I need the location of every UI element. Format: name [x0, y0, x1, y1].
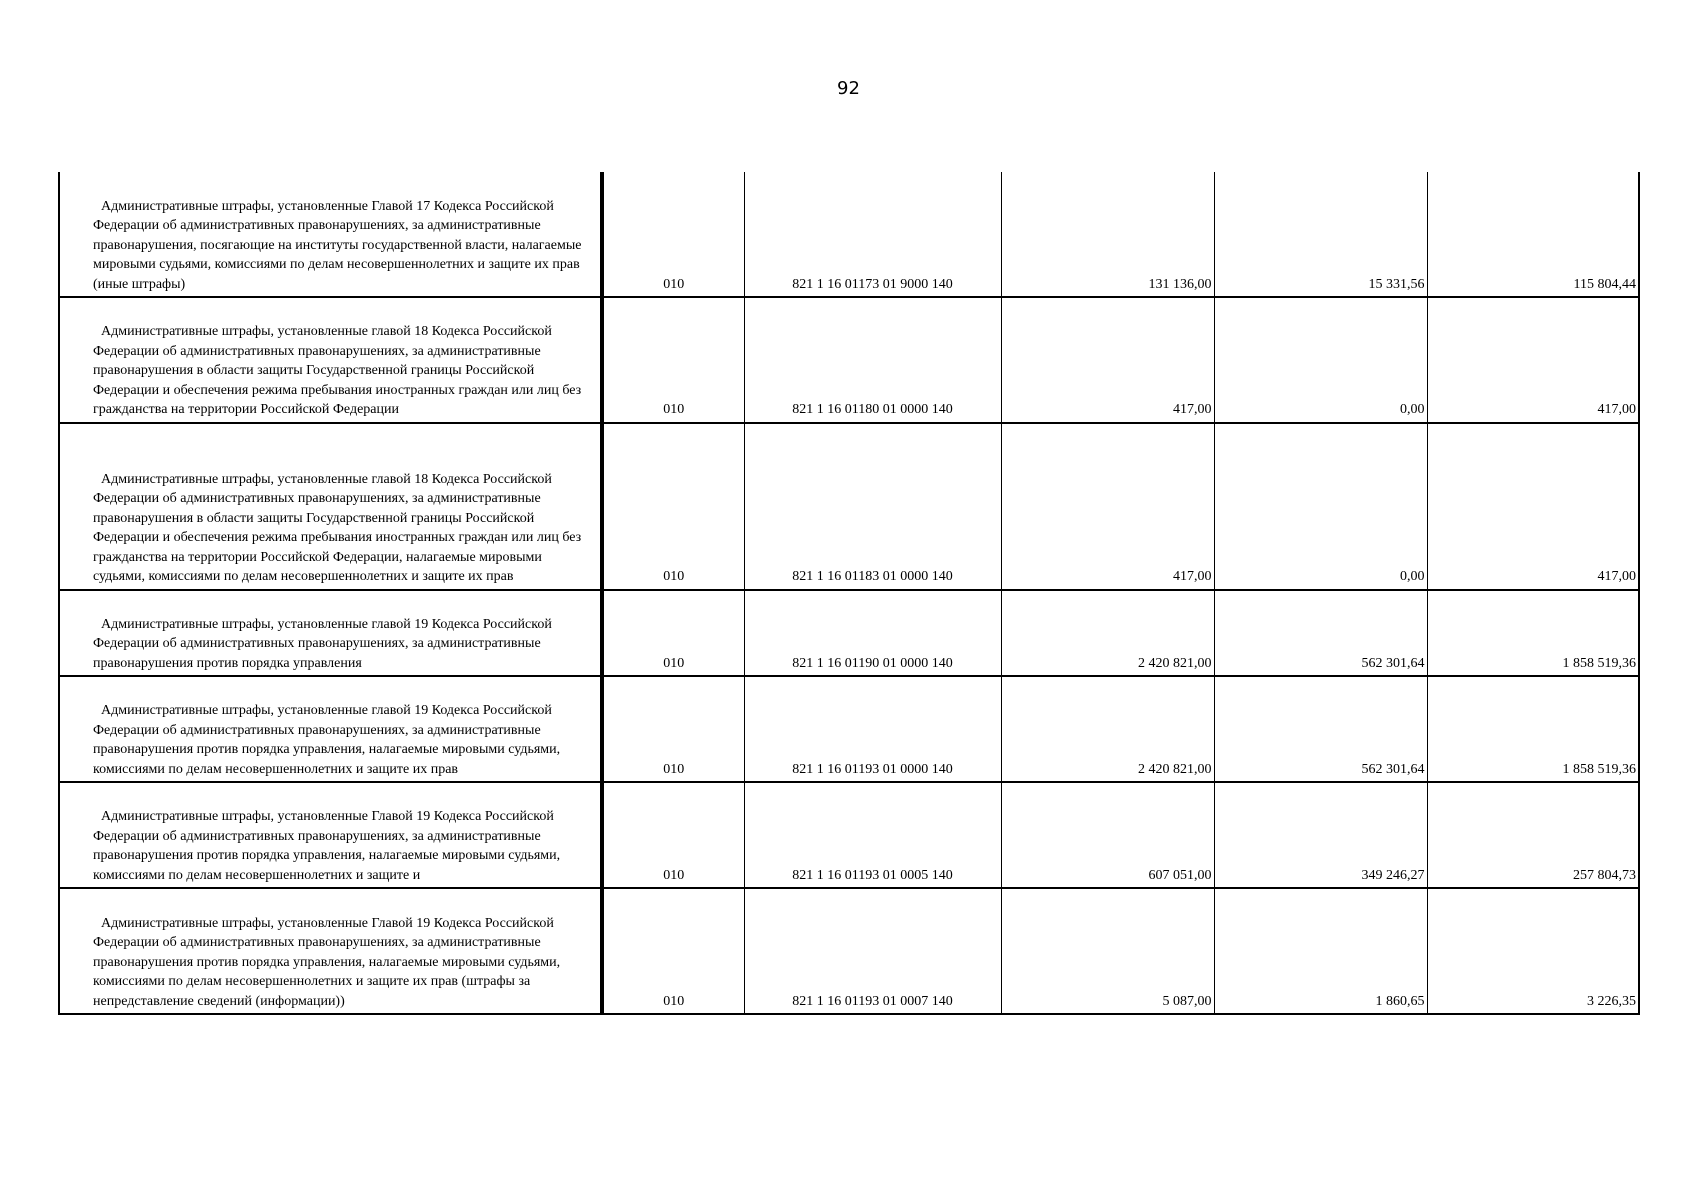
revenue-name-cell: Административные штрафы, установленные главой 19 Кодекса Российской Федерации об административных правонарушениях, за административные правонарушения против порядка управления [59, 590, 602, 677]
executed-amount-cell: 562 301,64 [1214, 676, 1427, 782]
table-row [59, 590, 1639, 677]
table-row [59, 782, 1639, 888]
table-row [59, 888, 1639, 1014]
executed-amount-cell: 349 246,27 [1214, 782, 1427, 888]
executed-amount-cell: 15 331,56 [1214, 172, 1427, 297]
executed-amount-cell: 1 860,65 [1214, 888, 1427, 1014]
approved-amount-cell: 131 136,00 [1001, 172, 1214, 297]
line-code-cell: 010 [602, 676, 744, 782]
unexecuted-amount-cell: 1 858 519,36 [1427, 590, 1639, 677]
approved-amount-cell: 607 051,00 [1001, 782, 1214, 888]
revenue-name-cell: Административные штрафы, установленные главой 19 Кодекса Российской Федерации об административных правонарушениях, за административные правонарушения против порядка управления, налагаемые мировыми судьями, комиссиями по делам несовершеннолетних и защите их прав [59, 676, 602, 782]
revenue-name-cell: Административные штрафы, установленные главой 18 Кодекса Российской Федерации об административных правонарушениях, за административные правонарушения в области защиты Государственной границы Российской Федерации и обеспечения режима пребывания иностранных граждан или лиц без гражданства на территории Российской Федерации [59, 297, 602, 423]
page-number: 92 [837, 78, 860, 99]
line-code-cell: 010 [602, 888, 744, 1014]
line-code-cell: 010 [602, 297, 744, 423]
budget-code-cell: 821 1 16 01193 01 0005 140 [744, 782, 1001, 888]
unexecuted-amount-cell: 417,00 [1427, 297, 1639, 423]
line-code-cell: 010 [602, 590, 744, 677]
unexecuted-amount-cell: 257 804,73 [1427, 782, 1639, 888]
budget-code-cell: 821 1 16 01173 01 9000 140 [744, 172, 1001, 297]
budget-code-cell: 821 1 16 01193 01 0000 140 [744, 676, 1001, 782]
line-code-cell: 010 [602, 172, 744, 297]
executed-amount-cell: 0,00 [1214, 423, 1427, 590]
revenue-name-cell: Административные штрафы, установленные Главой 17 Кодекса Российской Федерации об административных правонарушениях, за административные правонарушения, посягающие на институты государственной власти, налагаемые мировыми судьями, комиссиями по делам несовершеннолетних и защите их прав (иные штрафы) [59, 172, 602, 297]
approved-amount-cell: 5 087,00 [1001, 888, 1214, 1014]
executed-amount-cell: 562 301,64 [1214, 590, 1427, 677]
table-row [59, 676, 1639, 782]
unexecuted-amount-cell: 115 804,44 [1427, 172, 1639, 297]
unexecuted-amount-cell: 417,00 [1427, 423, 1639, 590]
approved-amount-cell: 417,00 [1001, 423, 1214, 590]
approved-amount-cell: 417,00 [1001, 297, 1214, 423]
budget-code-cell: 821 1 16 01180 01 0000 140 [744, 297, 1001, 423]
revenue-name-cell: Административные штрафы, установленные Главой 19 Кодекса Российской Федерации об административных правонарушениях, за административные правонарушения против порядка управления, налагаемые мировыми судьями, комиссиями по делам несовершеннолетних и защите их прав (штрафы за непредставление сведений (информации)) [59, 888, 602, 1014]
revenue-table [58, 172, 1640, 1015]
executed-amount-cell: 0,00 [1214, 297, 1427, 423]
line-code-cell: 010 [602, 423, 744, 590]
line-code-cell: 010 [602, 782, 744, 888]
table-row [59, 297, 1639, 423]
unexecuted-amount-cell: 3 226,35 [1427, 888, 1639, 1014]
unexecuted-amount-cell: 1 858 519,36 [1427, 676, 1639, 782]
approved-amount-cell: 2 420 821,00 [1001, 590, 1214, 677]
budget-code-cell: 821 1 16 01190 01 0000 140 [744, 590, 1001, 677]
table-row [59, 423, 1639, 590]
budget-code-cell: 821 1 16 01183 01 0000 140 [744, 423, 1001, 590]
revenue-name-cell: Административные штрафы, установленные Главой 19 Кодекса Российской Федерации об административных правонарушениях, за административные правонарушения против порядка управления, налагаемые мировыми судьями, комиссиями по делам несовершеннолетних и защите и [59, 782, 602, 888]
revenue-name-cell: Административные штрафы, установленные главой 18 Кодекса Российской Федерации об административных правонарушениях, за административные правонарушения в области защиты Государственной границы Российской Федерации и обеспечения режима пребывания иностранных граждан или лиц без гражданства на территории Российской Федерации, налагаемые мировыми судьями, комиссиями по делам несовершеннолетних и защите их прав [59, 423, 602, 590]
approved-amount-cell: 2 420 821,00 [1001, 676, 1214, 782]
budget-code-cell: 821 1 16 01193 01 0007 140 [744, 888, 1001, 1014]
table-row [59, 172, 1639, 297]
